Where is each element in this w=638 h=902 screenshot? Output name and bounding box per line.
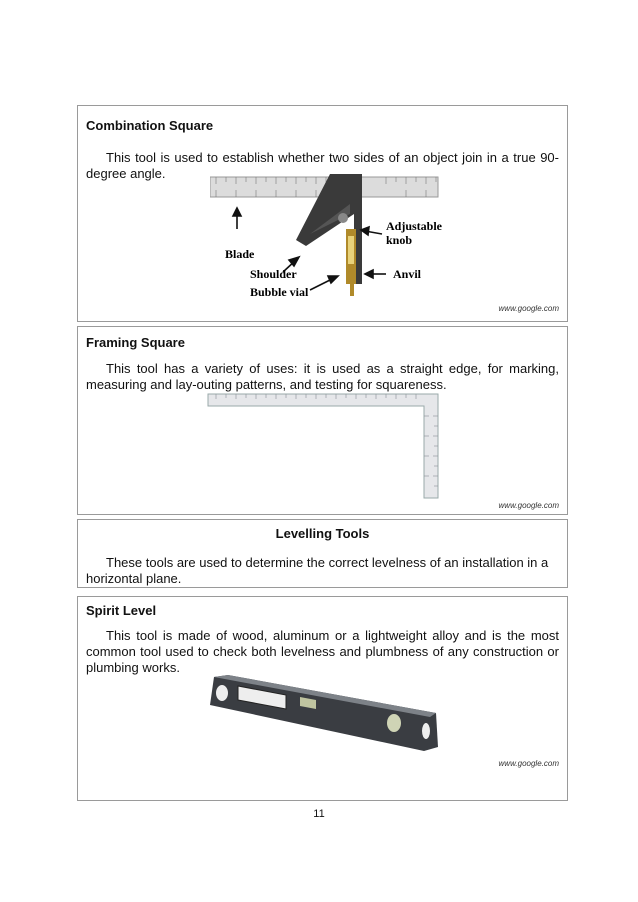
label-knob: knob <box>386 233 413 247</box>
page-number: 11 <box>313 808 325 820</box>
section-title: Combination Square <box>86 118 214 133</box>
combination-square-section <box>77 105 568 322</box>
label-anvil: Anvil <box>393 267 422 281</box>
spirit-level-section <box>77 596 568 801</box>
label-blade: Blade <box>225 247 255 261</box>
label-adjustable: Adjustable <box>386 219 443 233</box>
section-title: Levelling Tools <box>275 526 370 541</box>
section-title: Spirit Level <box>86 603 157 618</box>
combination-square-image <box>210 174 450 304</box>
framing-square-section <box>77 326 568 515</box>
label-bubble-vial: Bubble vial <box>250 285 309 299</box>
label-shoulder: Shoulder <box>250 267 297 281</box>
image-source: www.google.com <box>498 759 559 768</box>
section-text: This tool has a variety of uses: it is used as a straight edge, for marking, measuring and lay-outing patterns, and testing for squareness. <box>86 361 559 392</box>
spirit-level-image <box>208 671 448 761</box>
image-source: www.google.com <box>498 501 559 510</box>
section-text: This tool is used to establish whether two sides of an object join in a true 90-degree angle. <box>86 150 559 181</box>
levelling-tools-section <box>77 519 568 588</box>
framing-square-image <box>206 392 446 502</box>
section-text: These tools are used to determine the correct levelness of an installation in a horizontal plane. <box>86 555 549 586</box>
section-text: This tool is made of wood, aluminum or a lightweight alloy and is the most common tool used to check both levelness and plumbness of any construction or plumbing works. <box>86 628 559 675</box>
section-title: Framing Square <box>86 335 185 350</box>
image-source: www.google.com <box>498 304 559 313</box>
